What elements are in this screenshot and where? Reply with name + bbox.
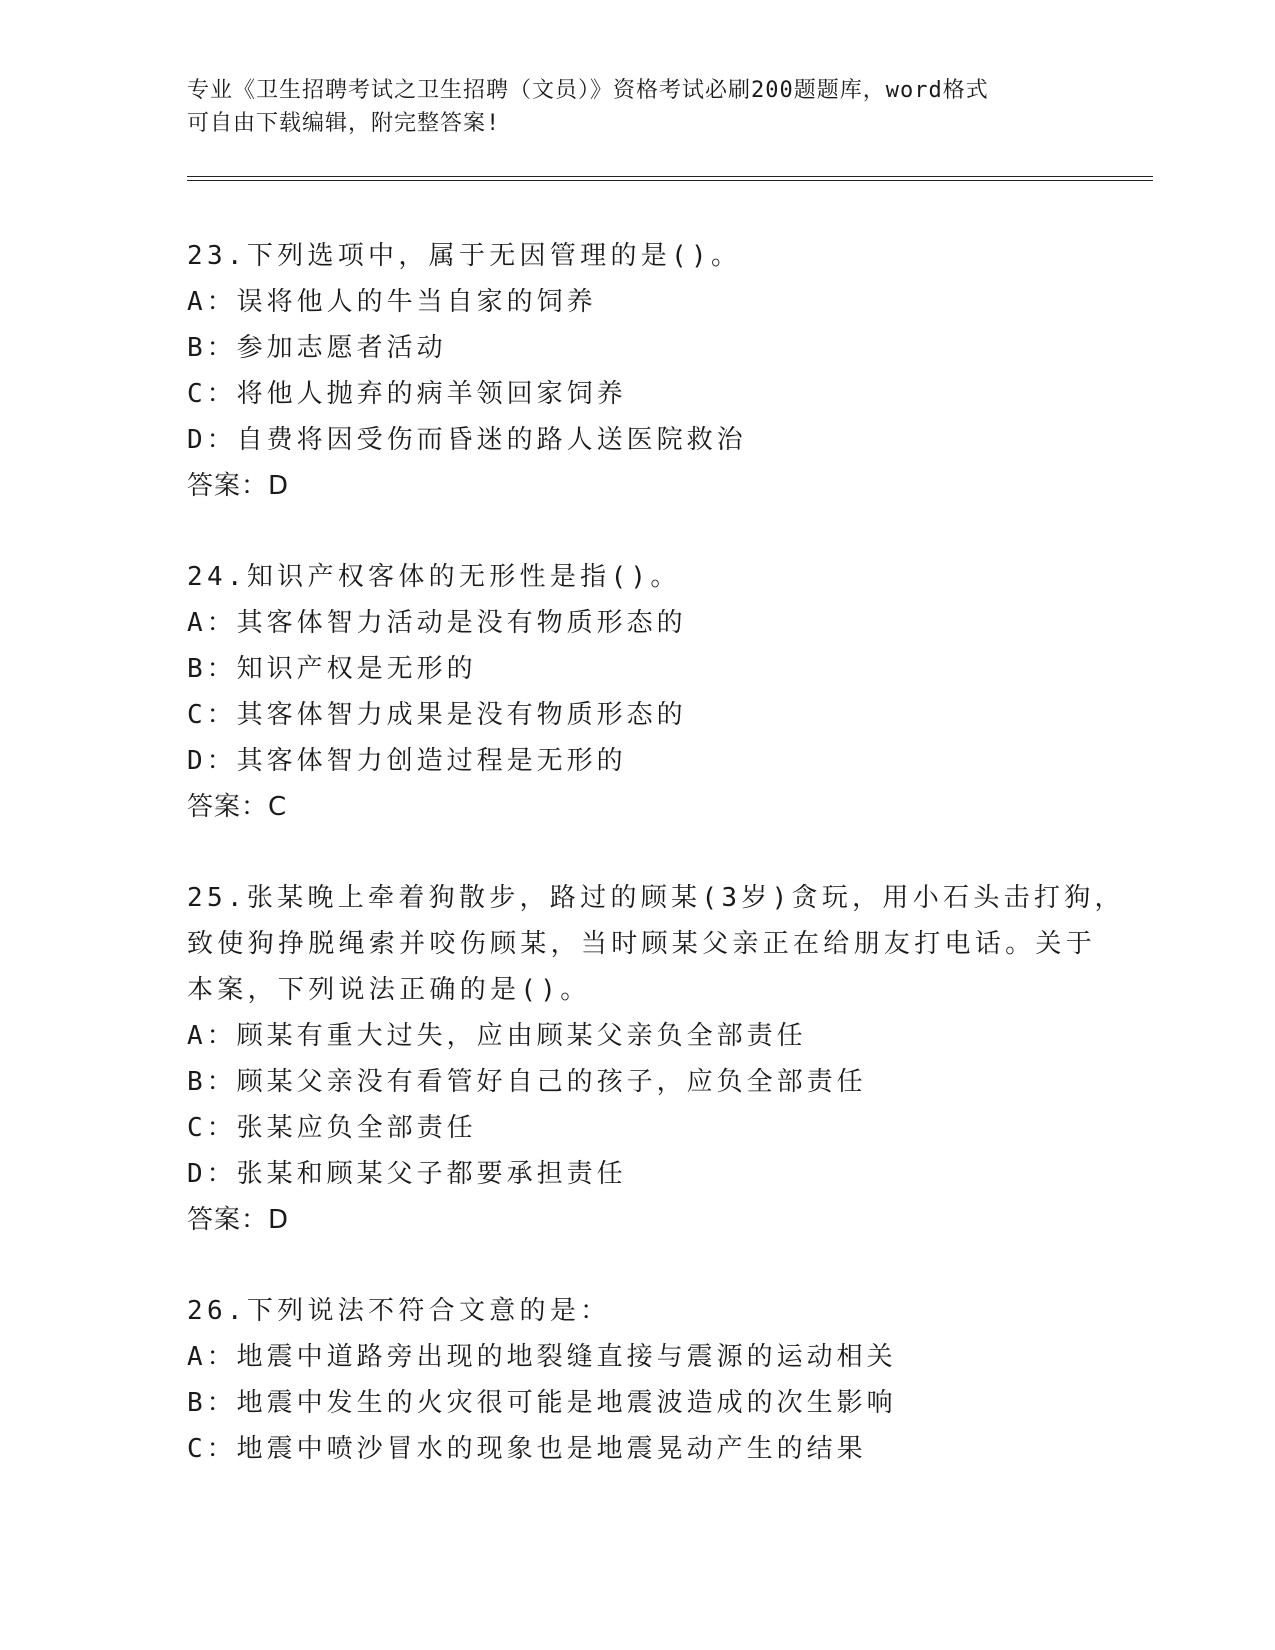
answer-line: 答案：D [187,471,290,501]
option-c: C：其客体智力成果是没有物质形态的 [187,700,687,730]
option-a: A：地震中道路旁出现的地裂缝直接与震源的运动相关 [187,1342,897,1372]
header-line-2: 可自由下载编辑，附完整答案! [187,111,501,136]
question-stem: 26.下列说法不符合文意的是： [187,1296,611,1326]
option-b: B：知识产权是无形的 [187,654,477,684]
question-stem: 24.知识产权客体的无形性是指()。 [187,562,681,592]
question-23 [187,233,1087,509]
answer-line: 答案：C [187,792,288,822]
option-d: D：张某和顾某父子都要承担责任 [187,1159,627,1189]
answer-line: 答案：D [187,1205,290,1235]
header-divider [187,176,1153,181]
option-b: B：参加志愿者活动 [187,333,447,363]
question-stem-line-2: 致使狗挣脱绳索并咬伤顾某，当时顾某父亲正在给朋友打电话。关于 [187,929,1097,959]
option-a: A：误将他人的牛当自家的饲养 [187,287,597,317]
option-a: A：顾某有重大过失，应由顾某父亲负全部责任 [187,1021,807,1051]
header-line-1: 专业《卫生招聘考试之卫生招聘（文员）》资格考试必刷200题题库，word格式 [187,78,989,103]
option-c: C：地震中喷沙冒水的现象也是地震晃动产生的结果 [187,1434,867,1464]
option-d: D：自费将因受伤而昏迷的路人送医院救治 [187,425,747,455]
question-26 [187,1288,1087,1472]
option-a: A：其客体智力活动是没有物质形态的 [187,608,687,638]
option-b: B：顾某父亲没有看管好自己的孩子，应负全部责任 [187,1067,867,1097]
option-c: C：将他人抛弃的病羊领回家饲养 [187,379,627,409]
option-b: B：地震中发生的火灾很可能是地震波造成的次生影响 [187,1388,897,1418]
option-d: D：其客体智力创造过程是无形的 [187,746,627,776]
question-stem: 23.下列选项中，属于无因管理的是()。 [187,241,742,271]
question-list [187,233,1125,1517]
question-25 [187,875,1125,1243]
question-stem-line-1: 25.张某晚上牵着狗散步，路过的顾某(3岁)贪玩，用小石头击打狗， [187,883,1125,913]
option-c: C：张某应负全部责任 [187,1113,477,1143]
question-stem-line-3: 本案，下列说法正确的是()。 [187,975,591,1005]
document-header [187,74,1087,140]
question-24 [187,554,1087,830]
